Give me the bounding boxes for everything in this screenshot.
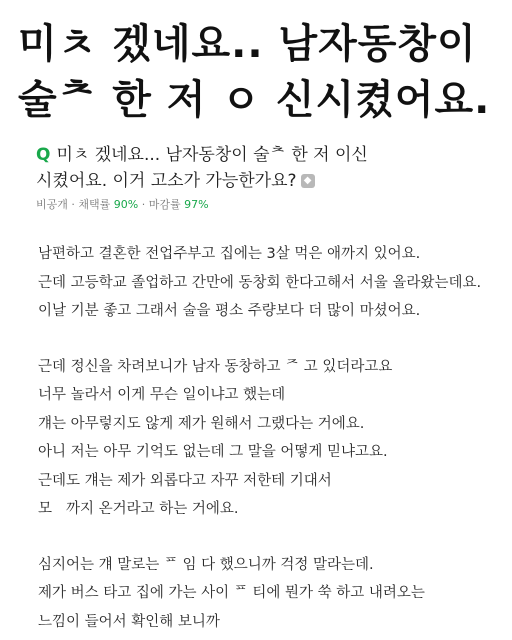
question-title[interactable]	[36, 142, 476, 194]
body-line: 아니 저는 아무 기억도 없는데 그 말을 어떻게 믿냐고요.	[38, 444, 388, 460]
q-mark-icon: Q	[36, 145, 51, 165]
body-line: 걔는 아무렇지도 않게 제가 원해서 그랬다는 거에요.	[38, 415, 365, 432]
paragraph-gap	[38, 524, 498, 551]
headline	[18, 16, 498, 128]
headline-line-2: 술ᄎ 한 저 ㅇ 신시켰어요.	[18, 77, 491, 123]
body-line: 근데도 걔는 제가 외롭다고 자꾸 저한테 기대서	[38, 472, 332, 489]
paragraph-gap	[38, 326, 498, 353]
body-line: 근데 고등학교 졸업하고 간만에 동창회 한다고해서 서울 올라왔는데요.	[38, 274, 482, 291]
body-line: 심지어는 걔 말로는 ᄑ 임 다 했으니까 걱정 말라는데.	[38, 556, 374, 573]
question-title-line-2: 시켰어요. 이거 고소가 가능한가요?	[36, 171, 297, 191]
close-rate: 97%	[184, 198, 209, 211]
adoption-label: 채택률	[78, 198, 111, 211]
body-line: 너무 놀라서 이게 무슨 일이냐고 했는데	[38, 387, 286, 403]
question-body	[38, 240, 498, 636]
body-line: 모ᅟ까지 온거라고 하는 거에요.	[38, 501, 239, 517]
body-line: 근데 정신을 차려보니가 남자 동창하고 ᄌ 고 있더라고요	[38, 358, 393, 375]
adoption-rate: 90%	[113, 198, 139, 211]
close-label: 마감률	[148, 198, 181, 211]
body-line: 제가 버스 타고 집에 가는 사이 ᄑ 티에 뭔가 쑥 하고 내려오는	[38, 585, 425, 601]
headline-line-1: 미ㅊ 겠네요.. 남자동창이	[18, 21, 477, 67]
body-line: 느낌이 들어서 확인해 보니까	[38, 613, 220, 630]
body-line: 남편하고 결혼한 전업주부고 집에는 3살 먹은 애까지 있어요.	[38, 246, 421, 262]
question-meta: 비공개 · 채택률 90% · 마감률 97%	[36, 198, 209, 211]
shield-icon: ◆	[301, 174, 315, 188]
visibility-label: 비공개	[36, 198, 68, 211]
question-card	[16, 128, 500, 640]
body-line: 이날 기분 좋고 그래서 술을 평소 주량보다 더 많이 마셨어요.	[38, 303, 421, 319]
question-title-line-1: 미ㅊ 겠네요... 남자동창이 술ᄎ 한 저 이신	[56, 145, 368, 165]
